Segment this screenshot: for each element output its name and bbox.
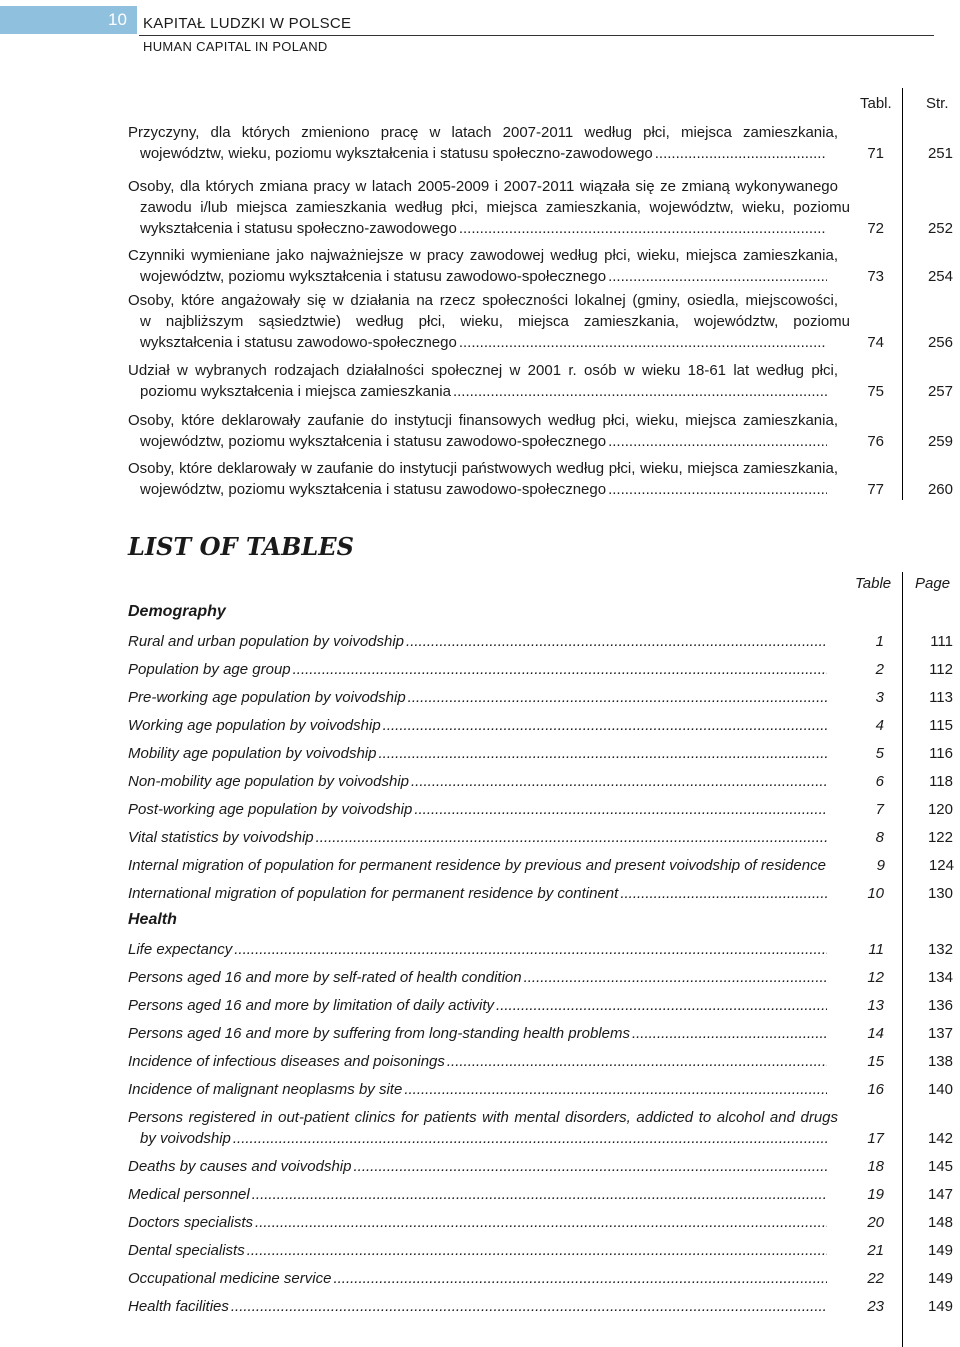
table-number: 23 (867, 1298, 884, 1315)
toc-entry-line: Przyczyny, dla których zmieniono pracę w latach 2007-2011 według płci, miejsca zamieszkania, (128, 124, 838, 141)
toc-entry-line: województw, poziomu wykształcenia i statusu zawodowo-społecznego (140, 433, 607, 450)
leader-dots (233, 1128, 827, 1149)
item-label: Rural and urban population by voivodship (128, 633, 405, 650)
leader-dots (316, 827, 827, 848)
toc-entry[interactable] (128, 122, 953, 164)
leader-dots (293, 659, 827, 680)
leader-dots (608, 266, 827, 287)
table-number: 71 (867, 145, 884, 162)
toc-entry-line: Czynniki wymieniane jako najważniejsze w pracy zawodowej według płci, wieku, miejsca zamieszkania, (128, 247, 838, 264)
list-item[interactable] (128, 855, 953, 876)
item-label: Persons aged 16 and more by limitation of daily activity (128, 997, 495, 1014)
toc-entry-line: województw, poziomu wykształcenia i statusu zawodowo-społecznego (140, 481, 607, 498)
item-label: Medical personnel (128, 1186, 250, 1203)
leader-dots (632, 1023, 827, 1044)
item-label: Deaths by causes and voivodship (128, 1158, 352, 1175)
list-item[interactable] (128, 1051, 953, 1072)
page-number-ref: 120 (927, 801, 953, 818)
page-number-ref: 118 (929, 773, 953, 790)
table-number: 10 (867, 885, 884, 902)
item-label: by voivodship (140, 1130, 231, 1147)
table-number: 14 (867, 1025, 884, 1042)
item-label: Doctors specialists (128, 1214, 254, 1231)
leader-dots (524, 967, 827, 988)
page-number-ref: 115 (929, 717, 953, 734)
item-label: Vital statistics by voivodship (128, 829, 314, 846)
page-number-ref: 148 (927, 1214, 953, 1231)
page-number-ref: 132 (927, 941, 953, 958)
leader-dots (453, 381, 827, 402)
list-item[interactable] (128, 1107, 953, 1149)
section-heading-health: Health (128, 911, 177, 928)
list-item[interactable] (128, 995, 953, 1016)
col-header-str: Str. (926, 95, 949, 112)
toc-entry-line: Osoby, które deklarowały w zaufanie do instytucji państwowych według płci, wieku, miejsca zamieszkania, (128, 460, 838, 477)
leader-dots (383, 715, 827, 736)
page-number-ref: 122 (927, 829, 953, 846)
page-number-ref: 252 (927, 220, 953, 237)
page-number-ref: 134 (927, 969, 953, 986)
table-number: 22 (867, 1270, 884, 1287)
item-label: Post-working age population by voivodship (128, 801, 413, 818)
toc-entry[interactable] (128, 458, 953, 500)
leader-dots (353, 1156, 827, 1177)
leader-dots (620, 883, 827, 904)
table-number: 12 (867, 969, 884, 986)
table-number: 77 (867, 481, 884, 498)
leader-dots (404, 1079, 827, 1100)
toc-entry-line: zawodu i/lub miejsca zamieszkania według płci, miejsca zamieszkania, województw, wieku, poziomu (140, 199, 850, 216)
page-number-ref: 145 (927, 1158, 953, 1175)
list-item[interactable] (128, 1212, 953, 1233)
page-number-ref: 256 (927, 334, 953, 351)
toc-entry-line: województw, poziomu wykształcenia i statusu zawodowo-społecznego (140, 268, 607, 285)
list-item[interactable] (128, 939, 953, 960)
page-number-ref: 111 (930, 633, 953, 650)
leader-dots (379, 743, 828, 764)
page-number-ref: 260 (927, 481, 953, 498)
list-item[interactable] (128, 967, 953, 988)
item-label: Occupational medicine service (128, 1270, 332, 1287)
item-label: Persons aged 16 and more by suffering from long-standing health problems (128, 1025, 630, 1042)
list-item[interactable] (128, 799, 953, 820)
page-number-ref: 259 (927, 433, 953, 450)
table-number: 18 (867, 1158, 884, 1175)
item-label: International migration of population for permanent residence by continent (128, 885, 619, 902)
table-number: 76 (867, 433, 884, 450)
table-number: 7 (875, 801, 884, 818)
table-number: 11 (868, 941, 884, 958)
leader-dots (406, 631, 827, 652)
toc-entry-line: Osoby, dla których zmiana pracy w latach 2005-2009 i 2007-2011 wiązała się ze zmianą wykonywanego (128, 178, 838, 195)
list-item[interactable] (128, 687, 953, 708)
table-number: 17 (867, 1130, 884, 1147)
page-number-ref: 149 (927, 1298, 953, 1315)
list-item[interactable] (128, 1268, 953, 1289)
page-number-ref: 130 (927, 885, 953, 902)
page-number-ref: 136 (927, 997, 953, 1014)
leader-dots (459, 332, 827, 353)
leader-dots (255, 1212, 827, 1233)
table-number: 6 (875, 773, 884, 790)
toc-entry[interactable] (128, 290, 953, 353)
page-number: 10 (0, 6, 137, 34)
leader-dots (252, 1184, 827, 1205)
toc-entry-line: w najbliższym sąsiedztwie) według płci, wieku, miejsca zamieszkania, województw, poziomu (140, 313, 850, 330)
page-number-ref: 112 (929, 661, 953, 678)
page-number-ref: 124 (928, 857, 954, 874)
page-number-ref: 113 (929, 689, 953, 706)
table-number: 21 (867, 1242, 884, 1259)
page-number-ref: 254 (927, 268, 953, 285)
table-number: 72 (867, 220, 884, 237)
leader-dots (608, 431, 827, 452)
page-header (0, 0, 960, 60)
leader-dots (231, 1296, 827, 1317)
toc-entry[interactable] (128, 176, 953, 239)
table-number: 13 (867, 997, 884, 1014)
item-label: Incidence of infectious diseases and poisonings (128, 1053, 445, 1070)
item-label: Incidence of malignant neoplasms by site (128, 1081, 403, 1098)
list-of-tables-title: LIST OF TABLES (128, 532, 354, 561)
list-item[interactable] (128, 631, 953, 652)
table-number: 3 (875, 689, 884, 706)
table-number: 75 (867, 383, 884, 400)
item-label: Dental specialists (128, 1242, 245, 1259)
page-number-ref: 116 (929, 745, 953, 762)
col-header-page: Page (915, 575, 951, 592)
list-item[interactable] (128, 883, 953, 904)
leader-dots (655, 143, 827, 164)
item-label: Pre-working age population by voivodship (128, 689, 406, 706)
running-subtitle: HUMAN CAPITAL IN POLAND (143, 39, 328, 54)
list-item[interactable] (128, 771, 953, 792)
list-item[interactable] (128, 827, 953, 848)
item-label: Population by age group (128, 661, 291, 678)
leader-dots (333, 1268, 827, 1289)
list-item[interactable] (128, 1240, 953, 1261)
list-item[interactable] (128, 1184, 953, 1205)
table-number: 16 (867, 1081, 884, 1098)
leader-dots (447, 1051, 827, 1072)
table-number: 8 (875, 829, 884, 846)
toc-entry-line: Udział w wybranych rodzajach działalności społecznej w 2001 r. osób w wieku 18-61 lat według płci, (128, 362, 838, 379)
header-rule (139, 35, 934, 36)
leader-dots (608, 479, 827, 500)
table-number: 2 (875, 661, 884, 678)
leader-dots (234, 939, 827, 960)
page-number-ref: 257 (927, 383, 953, 400)
toc-entry[interactable] (128, 410, 953, 452)
table-number: 4 (875, 717, 884, 734)
list-item[interactable] (128, 1079, 953, 1100)
item-label: Mobility age population by voivodship (128, 745, 377, 762)
toc-entry-line: Osoby, które angażowały się w działania na rzecz społeczności lokalnej (gminy, osiedla, miejscowości, (128, 292, 838, 309)
toc-entry-line: województw, wieku, poziomu wykształcenia i statusu społeczno-zawodowego (140, 145, 653, 162)
leader-dots (411, 771, 827, 792)
table-number: 9 (876, 857, 885, 874)
toc-entry-line: wykształcenia i statusu społeczno-zawodowego (140, 220, 457, 237)
toc-entry-line: wykształcenia i statusu zawodowo-społecznego (140, 334, 457, 351)
list-item[interactable] (128, 1156, 953, 1177)
list-item[interactable] (128, 743, 953, 764)
leader-dots (496, 995, 827, 1016)
table-number: 15 (867, 1053, 884, 1070)
col-header-table: Table (855, 575, 892, 592)
item-label: Internal migration of population for permanent residence by previous and present voivodship of residence (128, 857, 826, 874)
toc-entry[interactable] (128, 245, 953, 287)
toc-entry[interactable] (128, 360, 953, 402)
table-number: 1 (875, 633, 884, 650)
toc-entry-line: Osoby, które deklarowały zaufanie do instytucji finansowych według płci, wieku, miejsca zamieszkania, (128, 412, 838, 429)
leader-dots (414, 799, 827, 820)
list-item[interactable] (128, 659, 953, 680)
table-number: 5 (875, 745, 884, 762)
leader-dots (408, 687, 827, 708)
page-number-ref: 140 (927, 1081, 953, 1098)
item-label: Persons aged 16 and more by self-rated of health condition (128, 969, 522, 986)
table-number: 20 (867, 1214, 884, 1231)
table-number: 73 (867, 268, 884, 285)
item-label: Working age population by voivodship (128, 717, 381, 734)
item-label: Health facilities (128, 1298, 229, 1315)
leader-dots (247, 1240, 827, 1261)
item-label: Persons registered in out-patient clinics for patients with mental disorders, addicted to alcohol and drugs (128, 1109, 838, 1126)
running-title: KAPITAŁ LUDZKI W POLSCE (143, 15, 352, 32)
toc-entry-line: poziomu wykształcenia i miejsca zamieszkania (140, 383, 451, 400)
list-item[interactable] (128, 1023, 953, 1044)
col-header-tabl: Tabl. (860, 95, 892, 112)
table-number: 74 (867, 334, 884, 351)
list-item[interactable] (128, 715, 953, 736)
page-number-ref: 137 (927, 1025, 953, 1042)
page-number-ref: 138 (927, 1053, 953, 1070)
page-number-ref: 149 (927, 1270, 953, 1287)
page-number-ref: 149 (927, 1242, 953, 1259)
page-number-ref: 251 (927, 145, 953, 162)
page-number-ref: 142 (927, 1130, 953, 1147)
table-number: 19 (867, 1186, 884, 1203)
item-label: Non-mobility age population by voivodship (128, 773, 410, 790)
section-heading-demography: Demography (128, 603, 226, 620)
item-label: Life expectancy (128, 941, 233, 958)
list-item[interactable] (128, 1296, 953, 1317)
page-number-ref: 147 (927, 1186, 953, 1203)
leader-dots (459, 218, 827, 239)
